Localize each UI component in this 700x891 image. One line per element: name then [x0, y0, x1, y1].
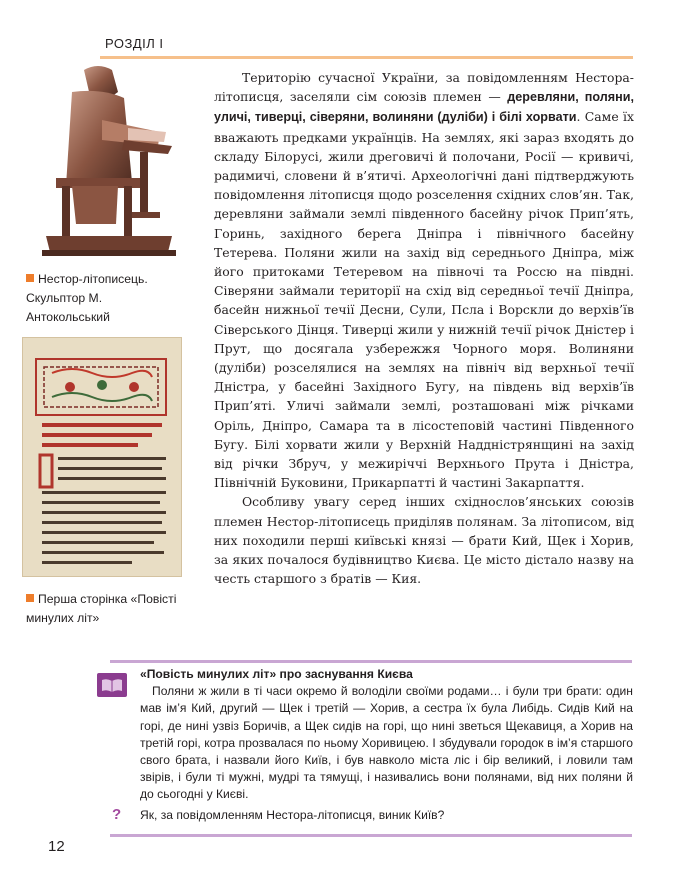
- paragraph-1: Територію сучасної України, за повідомленням Нестора-літописця, заселяли сім союзів племен — деревляни, поляни, уличі, тиверці, сіверяни, волиняни (дуліби) і білі хорвати. Саме їх вважають предками українців. На землях, які зараз входять до складу Білорусі, жили дреговичі й полочани, Росії — кривичі, радимичі, словени й в’ятичі. Археологічні дані підтверджують повідомлення літописця щодо розселення східних слов’ян. Так, деревляни займали землі південного басейну річок Прип’ять, Горинь, західного берега Дніпра і північного басейну Тетерева. Поляни жили на захід від середнього Дніпра, між його притоками Тетеревом на півночі та Россю на півдні. Сіверяни займали території на схід від середньої течії Дніпра, басейн нижньої течії Десни, Сули, Псла і Ворскли до верхів’їв Сіверського Дінця. Тиверці жили у нижній течії річок Дністер і Прут, що досягала узбережжя Чорного моря. Волиняни (дуліби) розселялися на землях на північ від верхньої течії Дністра, у басейні Західного Бугу, на південь від верхів’їв Прип’яті. Уличі займали землі, розташовані між річками Оріль, Дніпро, Самара та в лісостеповій частині Південного Бугу. Білі хорвати жили у Верхній Наддністрянщині на захід від річки Збруч, у межиріччі Верхнього Прута і Дністра, Північній Буковини, Прикарпатті й частині Закарпаття.: [214, 70, 634, 491]
- question-mark-icon: ?: [112, 806, 122, 823]
- page-number: 12: [48, 838, 65, 855]
- source-body: Поляни ж жили в ті часи окремо й володіли своїми родами… і були три брати: один мав ім’я Кий, другий — Щек і третій — Хорив, а сестра їх була Либідь. Сидів Кий на горі, де нині узвіз Боричів, а Щек сидів на горі, що нині зветься Щекавиця, а Хорив на третій горі, котра прозвалася по ньому Хоривицею. І збудували городок в ім’я старшого свого брата, і назвали його Київ, і був навколо міста ліс і бір великий, і ловили там звірів, і були ті мужні, мудрі та тямущі, і називались вони полянами, від них поляни й до сьогодні у Києві.: [140, 684, 633, 802]
- header-divider: [100, 56, 633, 59]
- bullet-square-icon: [26, 274, 34, 282]
- manuscript-page-image: [22, 337, 182, 577]
- source-title: «Повість минулих літ» про заснування Києва: [140, 667, 413, 681]
- source-top-divider: [110, 660, 632, 663]
- paragraph-2: Особливу увагу серед інших східнослов’янських союзів племен Нестор-літописець приділяв полянам. За літописом, від них походили перші київські князі — брати Кий, Щек і Хорив, за яких почалося будівництво Києва. Це місто дістало назву на честь старшого з братів — Кия.: [214, 494, 634, 587]
- sculpture-caption: Нестор-літописець. Скульптор М. Антокольський: [26, 272, 148, 324]
- main-text: [214, 68, 634, 588]
- bullet-square-icon: [26, 594, 34, 602]
- nestor-sculpture-image: [32, 62, 180, 258]
- tribes-highlight: деревляни, поляни, уличі, тиверці, сіверяни, волиняни (дуліби) і білі хорвати: [214, 90, 634, 125]
- source-bottom-divider: [110, 834, 632, 837]
- source-excerpt: [140, 666, 633, 804]
- book-icon: [97, 673, 127, 697]
- manuscript-caption: Перша сторінка «Повісті минулих літ»: [26, 592, 177, 625]
- review-question: Як, за повідомленням Нестора-літописця, виник Київ?: [140, 808, 445, 822]
- section-label: РОЗДІЛ І: [105, 36, 164, 51]
